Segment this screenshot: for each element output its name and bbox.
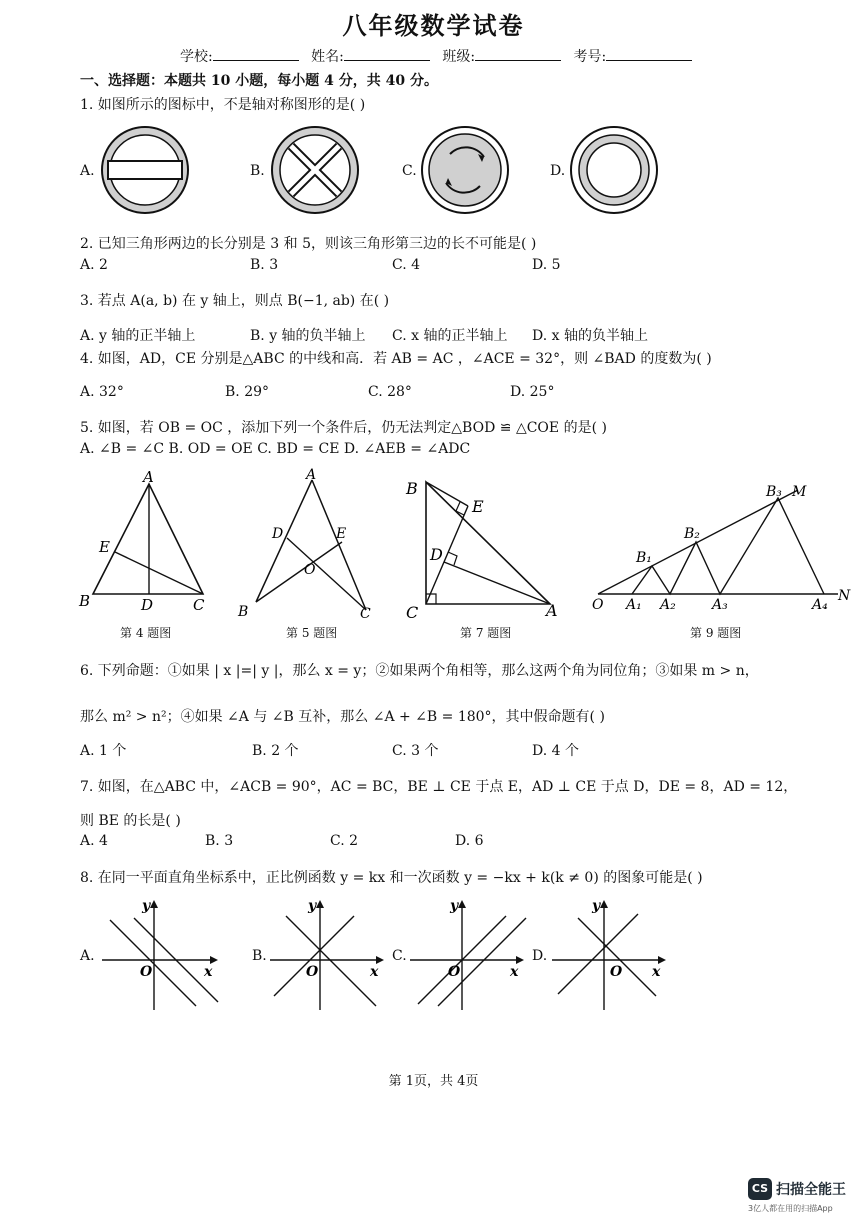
fig4-label-d: D [141, 596, 154, 614]
q8-graph-c [406, 894, 536, 1014]
fig9-label-m: M [792, 484, 807, 500]
q8a-x-label: x [204, 964, 213, 980]
q6-option-c: C. 3 个 [392, 743, 439, 759]
q3-option-c: C. x 轴的正半轴上 [392, 328, 508, 344]
q8-option-a-label: A. [80, 948, 95, 964]
fig5-label-b: B [238, 604, 249, 620]
figure-5-caption: 第 5 题图 [286, 626, 338, 640]
fig9-label-o: O [592, 597, 604, 613]
q6-line-2: 那么 m² > n²；④如果 ∠A 与 ∠B 互补，那么 ∠A + ∠B = 180°，其中假命题有( ) [80, 709, 605, 725]
name-label: 姓名: [311, 49, 344, 65]
q8a-y-label: y [142, 898, 151, 914]
class-blank [475, 48, 561, 61]
q8a-origin-label: O [140, 964, 153, 980]
camscanner-name: 扫描全能王 [776, 1182, 846, 1198]
q8-option-b-label: B. [252, 948, 267, 964]
q8d-y-label: y [592, 898, 601, 914]
fig4-label-a: A [143, 468, 154, 486]
q8c-x-label: x [510, 964, 519, 980]
q3-option-a: A. y 轴的正半轴上 [80, 328, 196, 344]
fig5-label-o: O [304, 562, 316, 578]
q1-option-b-label: B. [250, 163, 265, 179]
q7-line-2: 则 BE 的长是( ) [80, 813, 181, 829]
q2-option-a: A. 2 [80, 257, 108, 273]
icon-a-figure [100, 124, 190, 216]
fig9-label-a1: A₁ [626, 597, 642, 613]
q8-graph-a [96, 894, 226, 1014]
fig5-label-d: D [272, 526, 284, 542]
figure-7 [398, 470, 570, 620]
fig9-label-a2: A₂ [660, 597, 676, 613]
q1-stem: 1. 如图所示的图标中，不是轴对称图形的是( ) [80, 97, 366, 113]
q8-option-c-label: C. [392, 948, 407, 964]
q8d-origin-label: O [610, 964, 623, 980]
icon-c-figure [420, 124, 510, 216]
q7-option-b: B. 3 [205, 833, 234, 849]
figure-7-caption: 第 7 题图 [460, 626, 512, 640]
section-heading: 一、选择题：本题共 10 小题，每小题 4 分，共 40 分。 [80, 73, 438, 89]
q1-option-d-label: D. [550, 163, 566, 179]
fig5-label-a: A [306, 467, 317, 483]
fig9-label-b1: B₁ [636, 550, 652, 566]
q3-option-d: D. x 轴的负半轴上 [532, 328, 648, 344]
q6-line-1: 6. 下列命题：①如果 | x |=| y |，那么 x = y；②如果两个角相等，那么这两个角为同位角；③如果 m > n， [80, 663, 759, 679]
q2-option-b: B. 3 [250, 257, 279, 273]
icon-d-figure [568, 124, 660, 216]
q8-graph-d [548, 894, 678, 1014]
camscanner-watermark [748, 1178, 860, 1218]
q4-option-b: B. 29° [225, 384, 270, 400]
student-info-line [180, 46, 700, 66]
figure-5 [232, 462, 382, 622]
fig4-label-c: C [193, 596, 205, 614]
q8c-y-label: y [450, 898, 459, 914]
fig9-label-b2: B₂ [684, 526, 700, 542]
q8b-x-label: x [370, 964, 379, 980]
q5-options: A. ∠B = ∠C B. OD = OE C. BD = CE D. ∠AEB = ∠ADC [80, 441, 471, 457]
q1-option-c-label: C. [402, 163, 417, 179]
number-blank [606, 48, 692, 61]
q3-option-b: B. y 轴的负半轴上 [250, 328, 366, 344]
q5-stem: 5. 如图，若 OB = OC ，添加下列一个条件后，仍无法判定△BOD ≌ △COE 的是( ) [80, 420, 607, 436]
camscanner-tagline: 3亿人都在用的扫描App [748, 1204, 833, 1213]
q8-stem: 8. 在同一平面直角坐标系中，正比例函数 y = kx 和一次函数 y = −kx + k(k ≠ 0) 的图象可能是( ) [80, 870, 703, 886]
fig7-label-a: A [546, 601, 558, 620]
q2-option-c: C. 4 [392, 257, 421, 273]
page-footer: 第 1页，共 4页 [388, 1074, 479, 1089]
q2-option-d: D. 5 [532, 257, 561, 273]
figure-4-caption: 第 4 题图 [120, 626, 172, 640]
page-title: 八年级数学试卷 [342, 11, 525, 40]
q6-option-d: D. 4 个 [532, 743, 579, 759]
q8b-origin-label: O [306, 964, 319, 980]
fig9-label-n: N [838, 588, 851, 604]
q4-option-d: D. 25° [510, 384, 555, 400]
q7-option-a: A. 4 [80, 833, 108, 849]
q4-stem: 4. 如图，AD，CE 分别是△ABC 的中线和高．若 AB = AC ，∠ACE = 32°，则 ∠BAD 的度数为( ) [80, 351, 712, 367]
camscanner-logo-icon: CS [748, 1178, 772, 1200]
fig7-label-e: E [472, 497, 484, 516]
fig5-label-e: E [336, 526, 347, 542]
fig4-label-e: E [99, 538, 110, 556]
q8b-y-label: y [308, 898, 317, 914]
class-label: 班级: [442, 49, 476, 65]
q8c-origin-label: O [448, 964, 461, 980]
fig9-label-b3: B₃ [766, 484, 782, 500]
q3-stem: 3. 若点 A(a, b) 在 y 轴上，则点 B(−1, ab) 在( ) [80, 293, 390, 309]
figure-4 [75, 468, 225, 618]
fig7-label-b: B [406, 479, 418, 498]
q2-stem: 2. 已知三角形两边的长分别是 3 和 5，则该三角形第三边的长不可能是( ) [80, 236, 537, 252]
fig5-label-c: C [360, 606, 371, 622]
figure-9 [588, 478, 858, 616]
q6-option-a: A. 1 个 [80, 743, 127, 759]
q4-option-c: C. 28° [368, 384, 412, 400]
q4-option-a: A. 32° [80, 384, 124, 400]
school-blank [213, 48, 299, 61]
q7-option-c: C. 2 [330, 833, 359, 849]
number-label: 考号: [573, 49, 607, 65]
q7-option-d: D. 6 [455, 833, 484, 849]
fig9-label-a3: A₃ [712, 597, 728, 613]
q8-option-d-label: D. [532, 948, 548, 964]
q8d-x-label: x [652, 964, 661, 980]
q7-line-1: 7. 如图，在△ABC 中，∠ACB = 90°，AC = BC，BE ⊥ CE 于点 E，AD ⊥ CE 于点 D，DE = 8，AD = 12， [80, 779, 798, 795]
school-label: 学校: [180, 49, 213, 65]
q1-option-a-label: A. [80, 163, 95, 179]
icon-b-figure [270, 124, 360, 216]
fig9-label-a4: A₄ [812, 597, 828, 613]
figure-9-caption: 第 9 题图 [690, 626, 742, 640]
name-blank [344, 48, 430, 61]
q8-graph-b [266, 894, 396, 1014]
fig7-label-c: C [406, 603, 419, 620]
fig7-label-d: D [430, 545, 443, 564]
fig4-label-b: B [79, 592, 91, 610]
q6-option-b: B. 2 个 [252, 743, 299, 759]
